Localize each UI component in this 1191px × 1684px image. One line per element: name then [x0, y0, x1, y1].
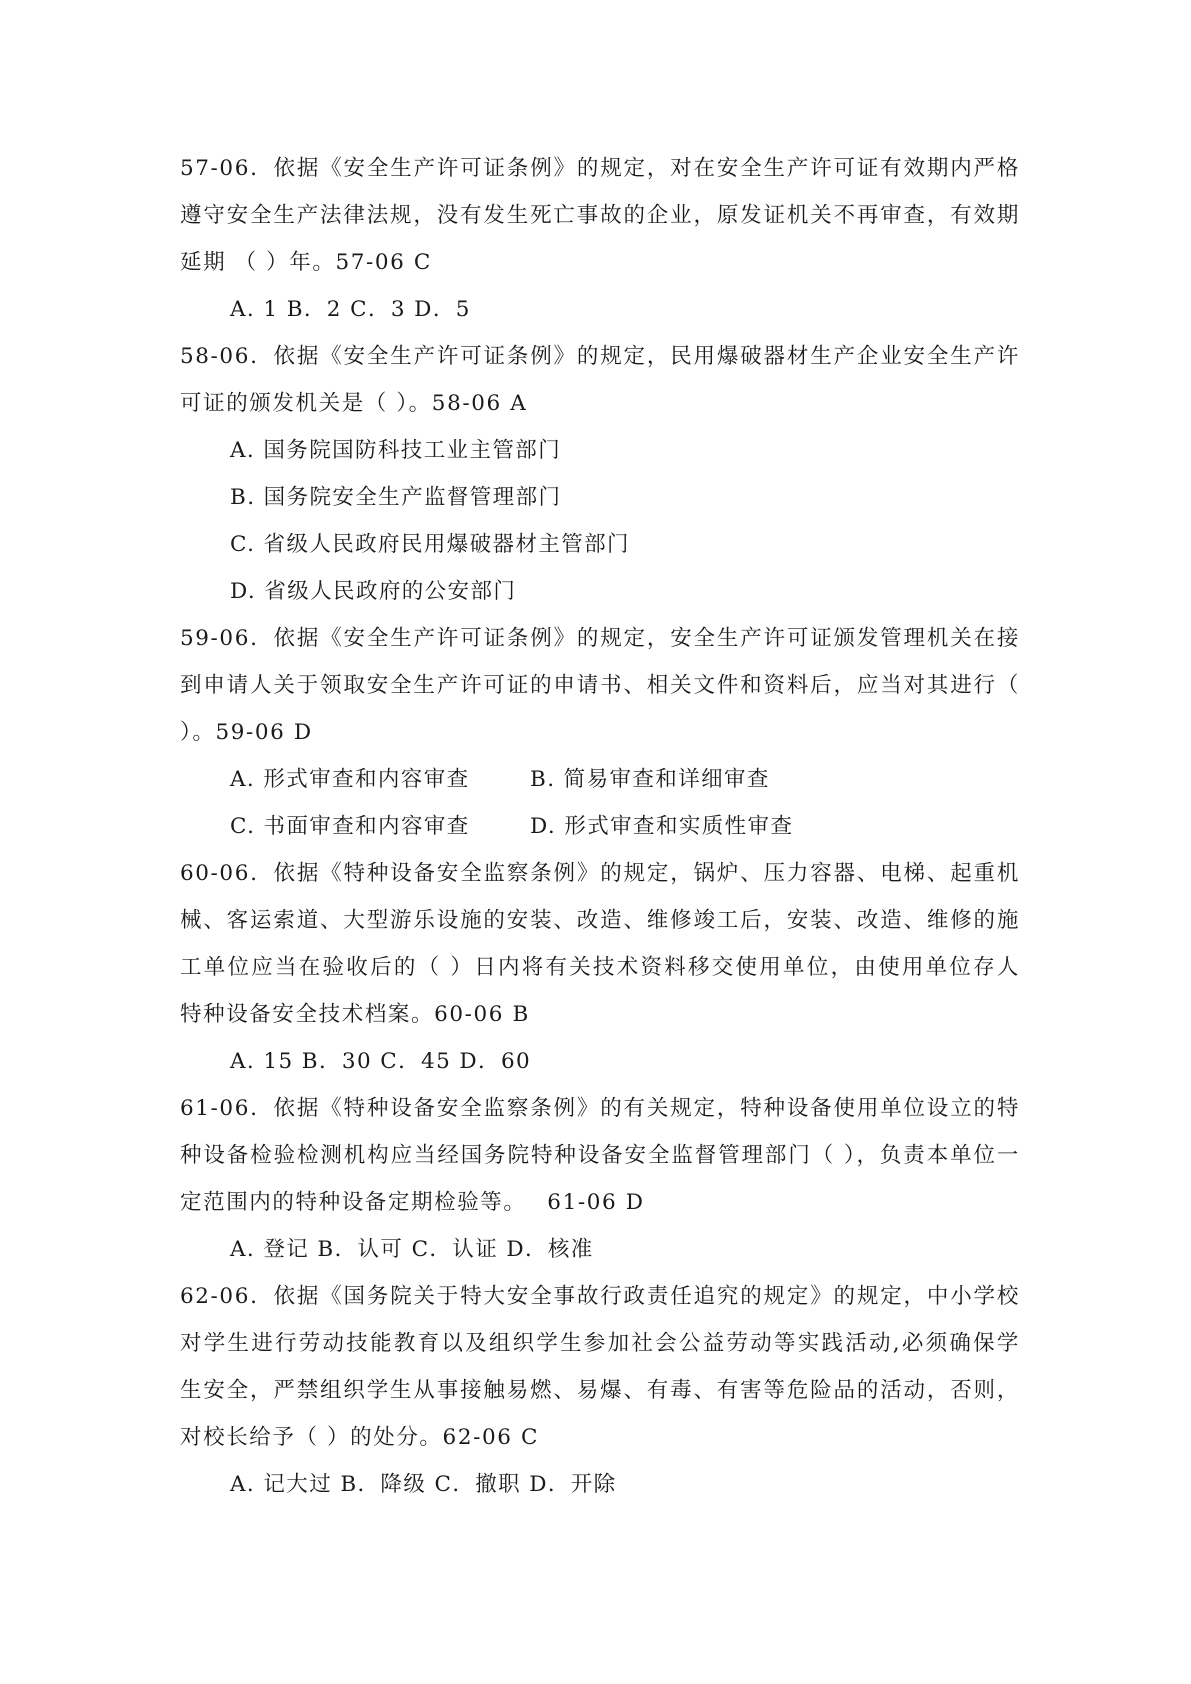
question-59-option-c: C. 书面审查和内容审查 — [230, 814, 470, 839]
question-59-option-b: B. 简易审查和详细审查 — [530, 767, 770, 792]
question-59-options-row-1 — [180, 756, 1020, 803]
question-58-option-d: D. 省级人民政府的公安部门 — [230, 579, 517, 604]
question-61: 61-06．依据《特种设备安全监察条例》的有关规定，特种设备使用单位设立的特种设备检验检测机构应当经国务院特种设备安全监督管理部门（ ），负责本单位一定范围内的特种设备定期检验等。 61-06 D — [180, 1096, 1020, 1215]
question-57: 57-06．依据《安全生产许可证条例》的规定，对在安全生产许可证有效期内严格遵守安全生产法律法规，没有发生死亡事故的企业，原发证机关不再审查，有效期延期 （ ）年。57-06 C — [180, 156, 1020, 275]
question-58-option-b: B. 国务院安全生产监督管理部门 — [230, 485, 562, 510]
question-59-option-a: A. 形式审查和内容审查 — [230, 767, 470, 792]
question-57-options: A. 1 B．2 C．3 D．5 — [230, 297, 471, 322]
question-58: 58-06．依据《安全生产许可证条例》的规定，民用爆破器材生产企业安全生产许可证的颁发机关是（ ）。58-06 A — [180, 344, 1020, 416]
question-59-option-d: D. 形式审查和实质性审查 — [530, 814, 794, 839]
question-60: 60-06．依据《特种设备安全监察条例》的规定，锅炉、压力容器、电梯、起重机械、客运索道、大型游乐设施的安装、改造、维修竣工后，安装、改造、维修的施工单位应当在验收后的（ ）日内将有关技术资料移交使用单位，由使用单位存人特种设备安全技术档案。60-06 B — [180, 861, 1020, 1027]
question-60-options: A. 15 B．30 C．45 D．60 — [230, 1049, 532, 1074]
question-58-option-a: A. 国务院国防科技工业主管部门 — [230, 438, 562, 463]
question-62: 62-06．依据《国务院关于特大安全事故行政责任追究的规定》的规定，中小学校对学生进行劳动技能教育以及组织学生参加社会公益劳动等实践活动,必须确保学生安全，严禁组织学生从事接触易燃、易爆、有毒、有害等危险品的活动，否则，对校长给予（ ）的处分。62-06 C — [180, 1284, 1020, 1450]
question-list — [180, 145, 1020, 1508]
question-59-options-row-2 — [180, 803, 1020, 850]
question-61-options: A. 登记 B．认可 C．认证 D．核准 — [230, 1237, 594, 1262]
question-62-options: A. 记大过 B．降级 C．撤职 D．开除 — [230, 1472, 617, 1497]
question-59: 59-06．依据《安全生产许可证条例》的规定，安全生产许可证颁发管理机关在接到申请人关于领取安全生产许可证的申请书、相关文件和资料后，应当对其进行（ ）。59-06 D — [180, 626, 1020, 745]
question-58-option-c: C. 省级人民政府民用爆破器材主管部门 — [230, 532, 630, 557]
